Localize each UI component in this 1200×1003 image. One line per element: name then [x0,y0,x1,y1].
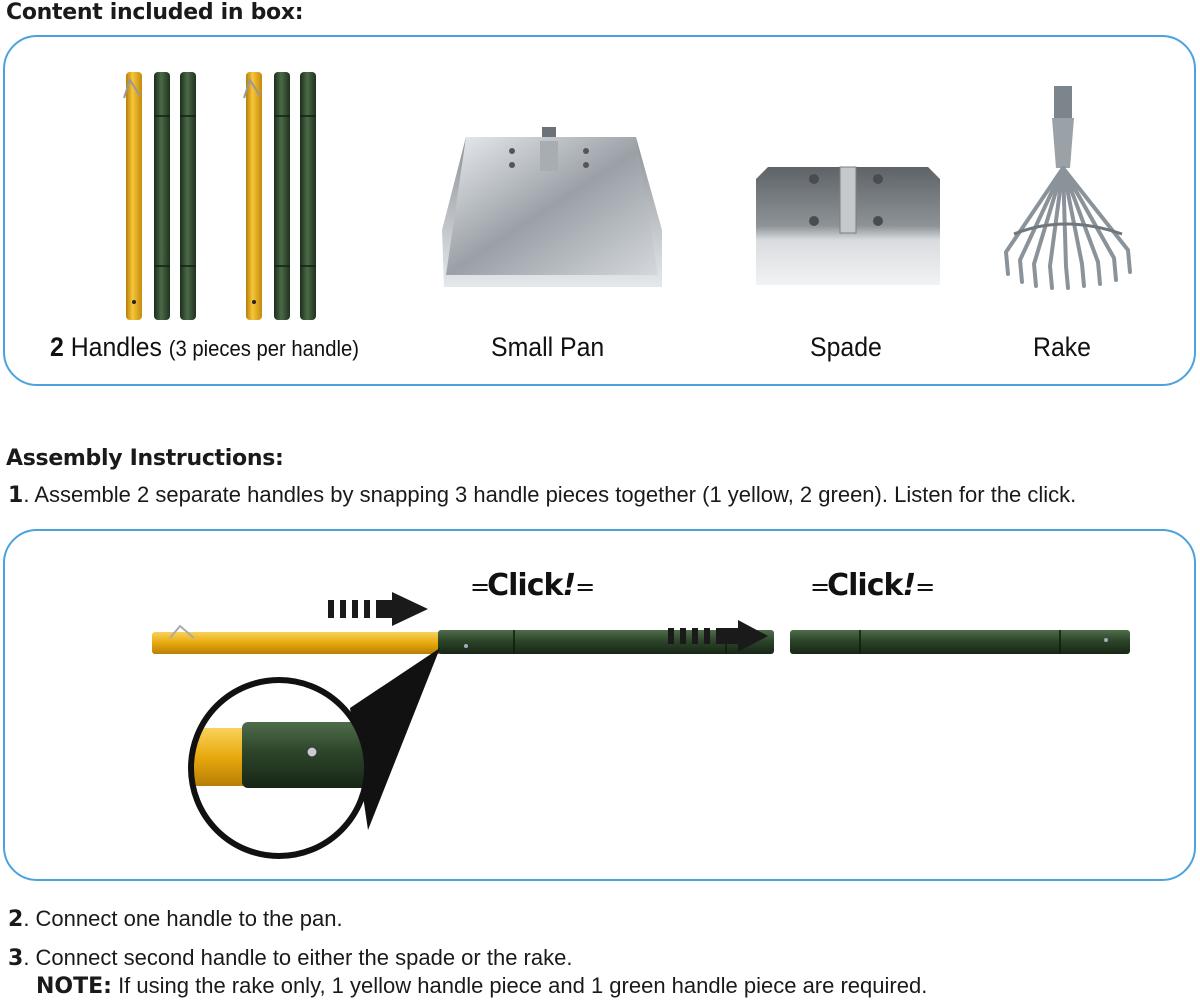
content-heading: Content included in box: [6,0,304,25]
click-bang-2: ! [902,568,916,603]
handle-assembly-diagram [150,590,1140,880]
item-label-small-pan: Small Pan [491,332,605,362]
step-2-number: 2 [8,907,24,932]
handle-pieces-icon [110,66,330,326]
note-line [36,973,927,999]
step-1-number: 1 [8,483,24,508]
click-label-1: =Click!= [470,568,593,603]
spade-icon [756,165,940,287]
click-word-1: Click [487,568,563,603]
item-label-handles [50,332,359,363]
handles-note: (3 pieces per handle) [168,336,359,361]
item-label-rake: Rake [1033,332,1091,362]
step-2 [8,906,343,932]
click-label-2: =Click!= [810,568,933,603]
handles-label: Handles [70,332,162,362]
step-3 [8,945,572,971]
step-1 [8,482,1076,508]
note-text: If using the rake only, 1 yellow handle piece and 1 green handle piece are required. [111,973,928,998]
step-3-text: . Connect second handle to either the spade or the rake. [23,945,573,970]
click-word-2: Click [827,568,903,603]
item-label-spade: Spade [810,332,882,362]
step-3-number: 3 [8,946,24,971]
rake-icon [998,84,1138,289]
handles-count: 2 [50,332,64,362]
note-label: NOTE: [36,974,112,999]
assembly-heading: Assembly Instructions: [6,446,284,471]
small-pan-icon [436,125,668,290]
step-2-text: . Connect one handle to the pan. [23,906,343,931]
click-bang-1: ! [562,568,576,603]
step-1-text: . Assemble 2 separate handles by snapping 3 handle pieces together (1 yellow, 2 green). Listen for the click. [23,482,1077,507]
